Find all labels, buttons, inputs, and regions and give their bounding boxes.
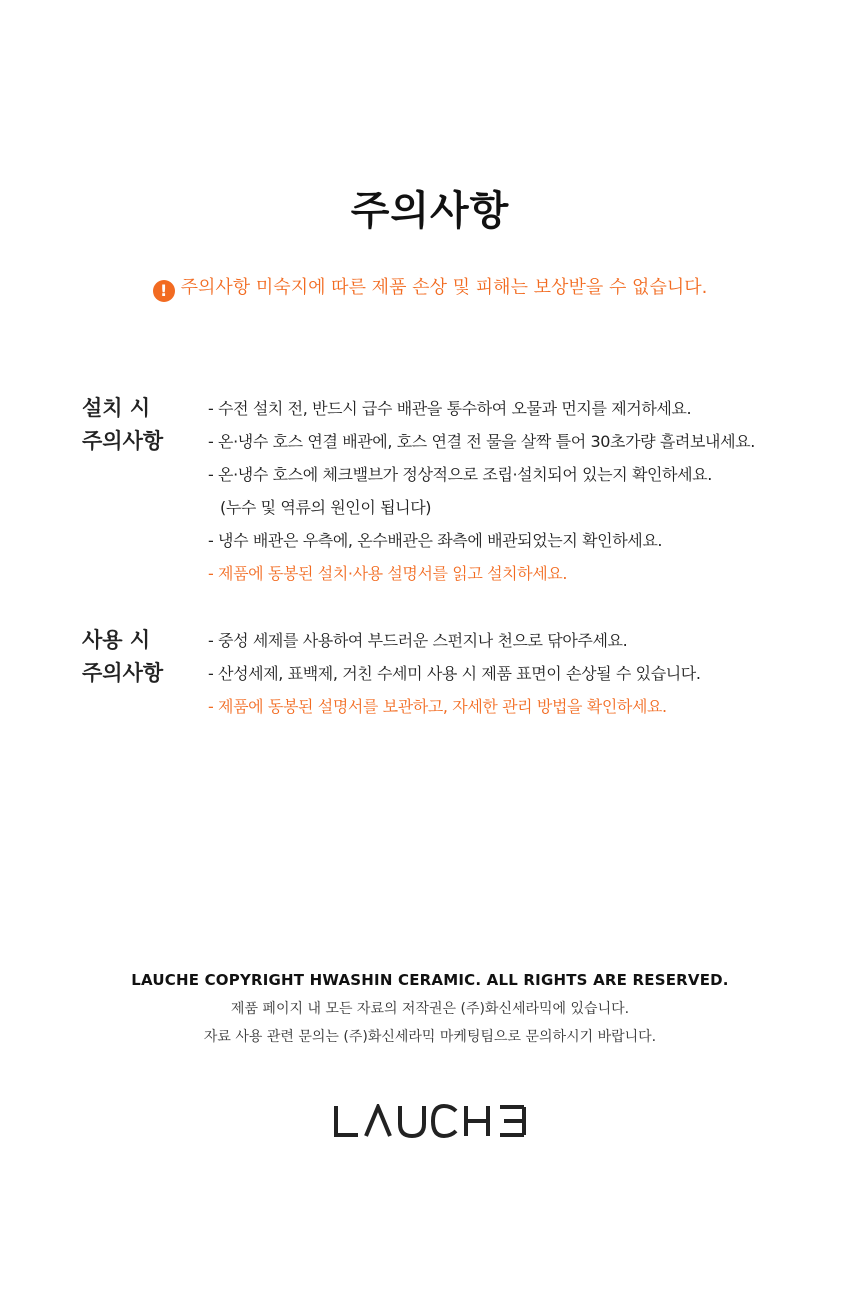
- list-item: - 온·냉수 호스에 체크밸브가 정상적으로 조립·설치되어 있는지 확인하세요.: [208, 465, 712, 484]
- lauche-logo: [0, 1104, 860, 1142]
- install-precautions-list: [208, 392, 808, 590]
- use-precautions-list: [208, 624, 808, 723]
- footer-copyright-notice: 제품 페이지 내 모든 자료의 저작권은 (주)화신세라믹에 있습니다.: [230, 1001, 630, 1017]
- footer-contact-notice: 자료 사용 관련 문의는 (주)화신세라믹 마케팅팀으로 문의하시기 바랍니다.: [203, 1029, 657, 1045]
- list-item: - 온·냉수 호스 연결 배관에, 호스 연결 전 물을 살짝 틀어 30초가량 흘려보내세요.: [208, 432, 755, 451]
- list-item: - 수전 설치 전, 반드시 급수 배관을 통수하여 오물과 먼지를 제거하세요.: [208, 399, 692, 418]
- use-heading-line2: 주의사항: [82, 661, 164, 685]
- list-item: - 냉수 배관은 우측에, 온수배관은 좌측에 배관되었는지 확인하세요.: [208, 531, 663, 550]
- warning-text: 주의사항 미숙지에 따른 제품 손상 및 피해는 보상받을 수 없습니다.: [180, 277, 708, 298]
- list-item-note: (누수 및 역류의 원인이 됩니다): [220, 498, 432, 517]
- install-heading-line1: 설치 시: [82, 396, 151, 420]
- list-item: - 중성 세제를 사용하여 부드러운 스펀지나 천으로 닦아주세요.: [208, 631, 628, 650]
- page-title: 주의사항: [350, 188, 510, 234]
- list-item-highlight: - 제품에 동봉된 설명서를 보관하고, 자세한 관리 방법을 확인하세요.: [208, 697, 667, 716]
- warning-notice: [0, 276, 860, 302]
- install-heading-line2: 주의사항: [82, 429, 164, 453]
- exclamation-icon: !: [153, 280, 175, 302]
- list-item: - 산성세제, 표백제, 거친 수세미 사용 시 제품 표면이 손상될 수 있습니다.: [208, 664, 701, 683]
- list-item-highlight: - 제품에 동봉된 설치·사용 설명서를 읽고 설치하세요.: [208, 564, 568, 583]
- use-precautions-heading: [82, 624, 202, 690]
- footer-copyright: LAUCHE COPYRIGHT HWASHIN CERAMIC. ALL RIGHTS ARE RESERVED.: [131, 971, 729, 989]
- lauche-logo-icon: [332, 1104, 528, 1138]
- use-heading-line1: 사용 시: [82, 628, 151, 652]
- install-precautions-heading: [82, 392, 202, 458]
